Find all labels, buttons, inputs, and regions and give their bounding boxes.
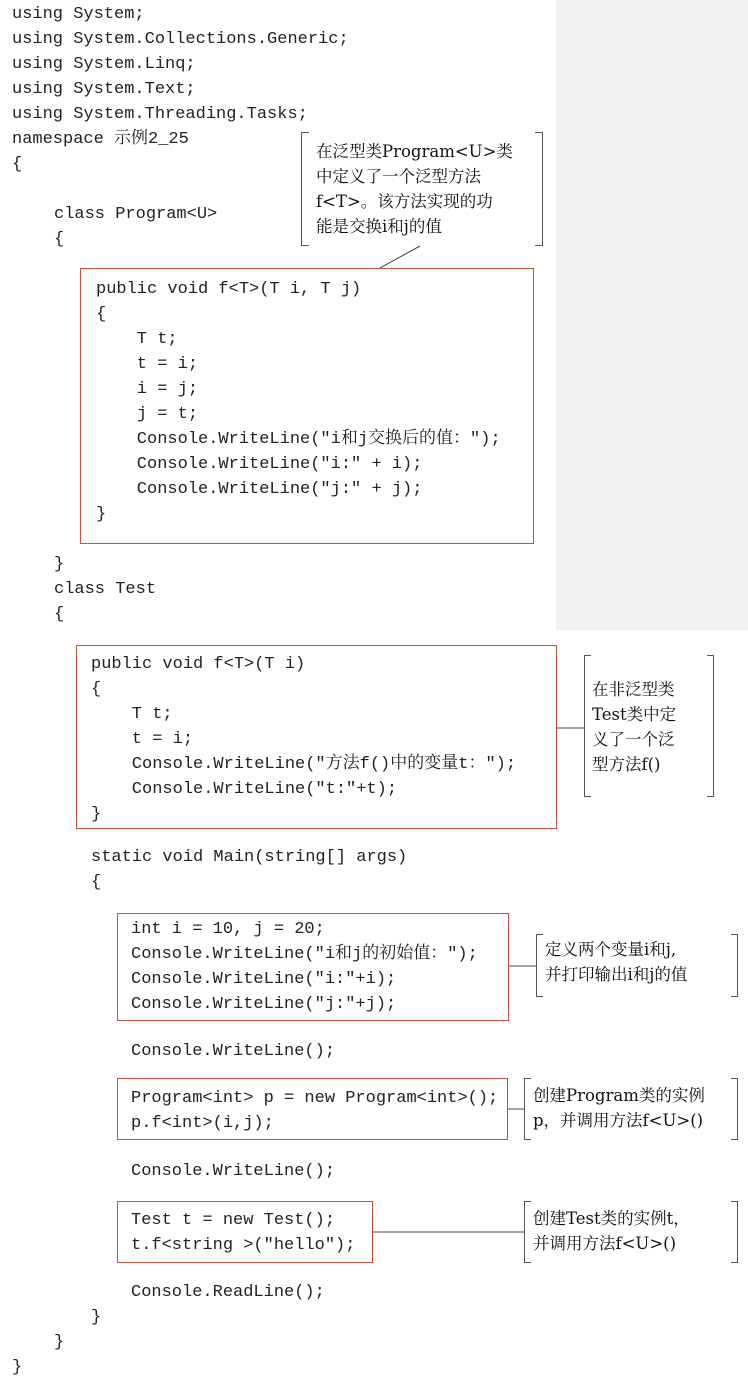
note2-text-line: 型方法f() bbox=[592, 755, 661, 774]
note1-text-line: f<T>。该方法实现的功 bbox=[316, 192, 493, 211]
program-method-code-line: j = t; bbox=[96, 405, 199, 424]
note2-text-line: 义了一个泛 bbox=[592, 730, 675, 749]
code-header-line: namespace 示例2_25 bbox=[12, 130, 189, 149]
close-namespace: } bbox=[12, 1358, 23, 1377]
main-block1-code-line: int i = 10, j = 20; bbox=[131, 920, 325, 939]
main-block1-code-line: Console.WriteLine("i:"+i); bbox=[131, 970, 397, 989]
program-method-code-line: } bbox=[96, 505, 107, 524]
test-method-code-line: } bbox=[91, 805, 102, 824]
note5-text-line: 创建Test类的实例t， bbox=[533, 1209, 690, 1228]
program-class-decl-line: class Program<U> bbox=[54, 205, 218, 224]
program-method-code-line: i = j; bbox=[96, 380, 199, 399]
note2-text-line: Test类中定 bbox=[592, 705, 677, 724]
note1-text-line: 在泛型类Program<U>类 bbox=[316, 142, 513, 161]
main-block2-code-line: Program<int> p = new Program<int>(); bbox=[131, 1089, 499, 1108]
note1-text-line: 能是交换i和j的值 bbox=[316, 217, 442, 236]
code-header-line: using System; bbox=[12, 5, 145, 24]
readline: Console.ReadLine(); bbox=[131, 1283, 325, 1302]
program-method-code-line: t = i; bbox=[96, 355, 199, 374]
main-block2-code-line: p.f<int>(i,j); bbox=[131, 1114, 274, 1133]
code-header-line: using System.Text; bbox=[12, 80, 196, 99]
test-method-code-line: t = i; bbox=[91, 730, 194, 749]
program-class-close: } bbox=[54, 555, 65, 574]
program-method-code-line: public void f<T>(T i, T j) bbox=[96, 280, 362, 299]
close-test: } bbox=[54, 1333, 65, 1352]
main-block1-code-line: Console.WriteLine("j:"+j); bbox=[131, 995, 397, 1014]
note2-text-line: 在非泛型类 bbox=[592, 680, 675, 699]
note1-text-line: 中定义了一个泛型方法 bbox=[316, 167, 481, 186]
connector-note1 bbox=[380, 246, 420, 268]
program-method-code-line: T t; bbox=[96, 330, 178, 349]
note4-text-line: p，并调用方法f<U>() bbox=[533, 1111, 704, 1130]
program-method-code-line: Console.WriteLine("i:" + i); bbox=[96, 455, 423, 474]
program-method-code-line: Console.WriteLine("j:" + j); bbox=[96, 480, 423, 499]
test-method-code-line: Console.WriteLine("方法f()中的变量t："); bbox=[91, 755, 517, 774]
test-method-code-line: T t; bbox=[91, 705, 173, 724]
test-class-decl-line: { bbox=[54, 605, 65, 624]
program-method-code-line: Console.WriteLine("i和j交换后的值："); bbox=[96, 430, 501, 449]
test-method-code-line: Console.WriteLine("t:"+t); bbox=[91, 780, 398, 799]
code-header-line: { bbox=[12, 155, 23, 174]
main-block1-code-line: Console.WriteLine("i和j的初始值："); bbox=[131, 945, 478, 964]
test-method-code-line: public void f<T>(T i) bbox=[91, 655, 306, 674]
test-method-code-line: { bbox=[91, 680, 102, 699]
main-block3-code-line: t.f<string >("hello"); bbox=[131, 1236, 356, 1255]
main-signature-line: static void Main(string[] args) bbox=[91, 848, 408, 867]
code-header-line: using System.Linq; bbox=[12, 55, 196, 74]
close-main: } bbox=[91, 1308, 102, 1327]
writeline-1: Console.WriteLine(); bbox=[131, 1042, 336, 1061]
note4-text-line: 创建Program类的实例 bbox=[533, 1086, 705, 1105]
main-signature-line: { bbox=[91, 873, 102, 892]
note3-text-line: 定义两个变量i和j, bbox=[545, 940, 677, 959]
note3-text-line: 并打印输出i和j的值 bbox=[545, 965, 688, 984]
writeline-2: Console.WriteLine(); bbox=[131, 1162, 336, 1181]
main-block3-code-line: Test t = new Test(); bbox=[131, 1211, 336, 1230]
program-class-decl-line: { bbox=[54, 230, 65, 249]
program-method-code-line: { bbox=[96, 305, 107, 324]
code-header-line: using System.Threading.Tasks; bbox=[12, 105, 308, 124]
test-class-decl-line: class Test bbox=[54, 580, 157, 599]
note5-text-line: 并调用方法f<U>() bbox=[533, 1234, 677, 1253]
code-header-line: using System.Collections.Generic; bbox=[12, 30, 349, 49]
